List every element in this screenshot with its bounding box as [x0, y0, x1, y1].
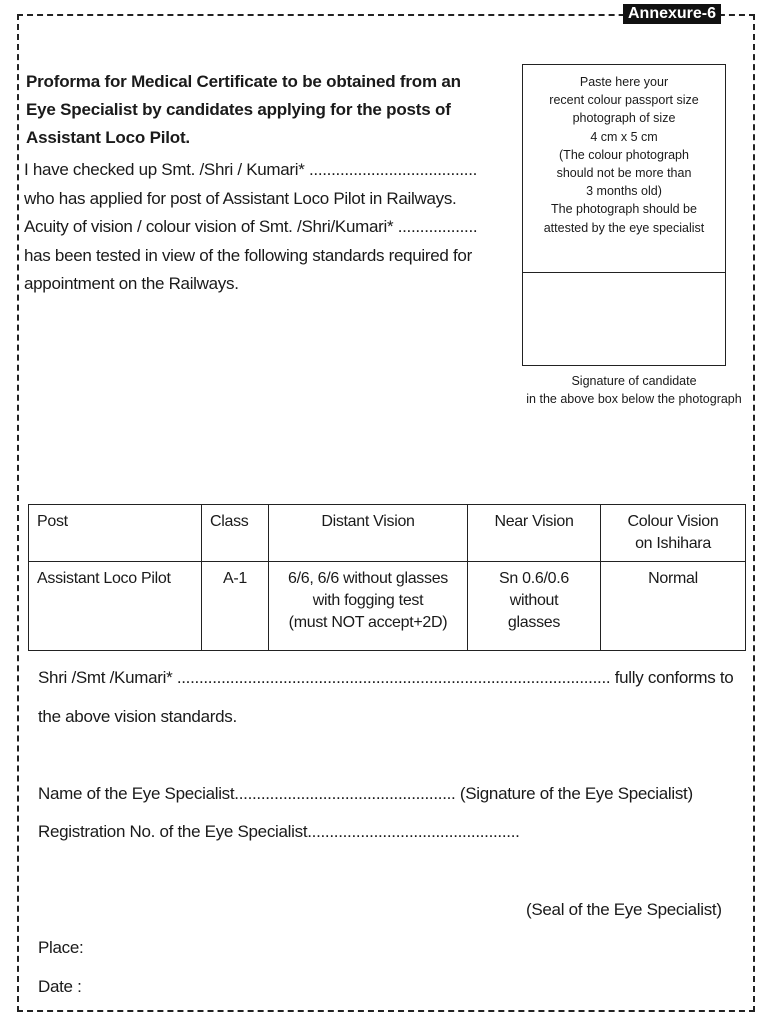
- photo-box: [522, 64, 726, 366]
- cell-distant-vision-text: 6/6, 6/6 without glasses with fogging test (must NOT accept+2D): [287, 570, 448, 631]
- table-row: [29, 562, 746, 651]
- cell-post: Assistant Loco Pilot: [29, 562, 202, 651]
- cell-near-vision: [468, 562, 601, 651]
- heading-line: Assistant Loco Pilot.: [26, 128, 190, 147]
- heading-line: Eye Specialist by candidates applying for the posts of: [26, 100, 451, 119]
- photo-instruction-line: (The colour photograph: [559, 147, 689, 162]
- photo-instruction-line: should not be more than: [556, 166, 692, 181]
- signature-caption-line: in the above box below the photograph: [526, 392, 742, 406]
- registration-line: Registration No. of the Eye Specialist................................................: [38, 822, 520, 841]
- vision-standards-table: [28, 504, 746, 651]
- photo-instruction-line: recent colour passport size: [549, 93, 699, 108]
- cell-colour-vision: Normal: [601, 562, 746, 651]
- photo-instruction-line: photograph of size: [572, 111, 676, 126]
- photo-instruction-line: 4 cm x 5 cm: [590, 129, 658, 144]
- signature-box[interactable]: [523, 273, 725, 365]
- photo-instruction-line: attested by the eye specialist: [543, 220, 705, 235]
- signature-caption: [515, 372, 753, 408]
- header-colour-vision-text: Colour Vision on Ishihara: [627, 513, 719, 552]
- annexure-label: Annexure-6: [623, 4, 721, 24]
- header-distant-vision: Distant Vision: [269, 505, 468, 562]
- date-label: Date :: [38, 977, 82, 996]
- form-heading: [26, 68, 506, 152]
- header-near-vision: Near Vision: [468, 505, 601, 562]
- certificate-paragraph: [24, 156, 516, 299]
- header-colour-vision: [601, 505, 746, 562]
- cell-class: A-1: [202, 562, 269, 651]
- paragraph-line: appointment on the Railways.: [24, 274, 239, 293]
- seal-label: (Seal of the Eye Specialist): [526, 900, 722, 919]
- photo-instructions: [523, 65, 725, 273]
- conformance-line: Shri /Smt /Kumari* .................................................................................................. fully conforms to: [38, 668, 734, 687]
- photo-instruction-line: The photograph should be: [551, 202, 697, 217]
- paragraph-line: has been tested in view of the following standards required for: [24, 245, 472, 265]
- specialist-name-line: Name of the Eye Specialist.................................................. (Signature of the Eye Specialist): [38, 784, 693, 803]
- heading-line: Proforma for Medical Certificate to be obtained from an: [26, 72, 461, 91]
- signature-caption-line: Signature of candidate: [571, 374, 697, 388]
- cell-distant-vision: [269, 562, 468, 651]
- photo-instruction-line: Paste here your: [579, 75, 669, 89]
- header-post: Post: [29, 505, 202, 562]
- paragraph-line: I have checked up Smt. /Shri / Kumari* ......................................: [24, 160, 478, 179]
- cell-near-vision-text: Sn 0.6/0.6 without glasses: [499, 570, 569, 631]
- place-label: Place:: [38, 938, 84, 957]
- paragraph-line: who has applied for post of Assistant Loco Pilot in Railways.: [24, 188, 457, 208]
- conformance-line-2: the above vision standards.: [38, 707, 237, 726]
- table-header-row: [29, 505, 746, 562]
- header-class: Class: [202, 505, 269, 562]
- paragraph-line: Acuity of vision / colour vision of Smt. /Shri/Kumari* ..................: [24, 217, 478, 236]
- photo-instruction-line: 3 months old): [586, 184, 662, 199]
